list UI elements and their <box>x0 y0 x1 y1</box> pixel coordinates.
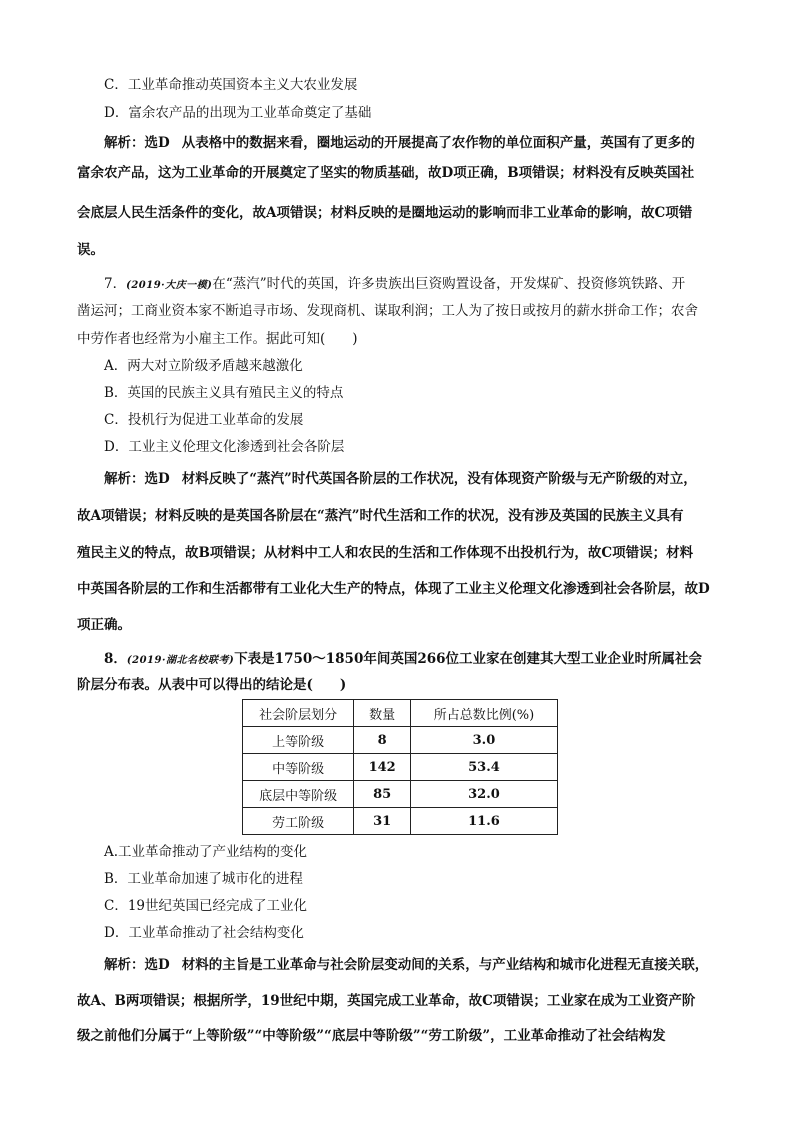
table-row <box>243 781 558 808</box>
q6-analysis-label: 解析：选D <box>104 135 170 151</box>
q8-stem-line-2: 阶层分布表。从表中可以得出的结论是( ) <box>77 677 347 693</box>
table-header-row <box>243 700 558 727</box>
q6-option-c: C．工业革命推动英国资本主义大农业发展 <box>104 77 358 93</box>
q6-analysis-line-2: 富余农产品，这为工业革命的开展奠定了坚实的物质基础，故D项正确，B项错误；材料没有反映英国社 <box>77 165 695 181</box>
table-row <box>243 754 558 781</box>
q7-option-b: B．英国的民族主义具有殖民主义的特点 <box>104 385 344 401</box>
table-cell: 53.4 <box>410 754 557 781</box>
q8-analysis-line-1: 解析：选D 材料的主旨是工业革命与社会阶层变动间的关系，与产业结构和城市化进程无直接关联， <box>104 957 709 973</box>
q8-option-d: D．工业革命推动了社会结构变化 <box>104 925 304 941</box>
q6-option-d: D．富余农产品的出现为工业革命奠定了基础 <box>104 105 372 121</box>
table-cell: 142 <box>354 754 411 781</box>
q7-number: 7． <box>104 276 127 292</box>
q8-source: (2019·湖北名校联考) <box>126 655 235 666</box>
table-cell: 上等阶级 <box>243 727 354 754</box>
q6-analysis-line-4: 误。 <box>77 242 104 258</box>
q7-analysis-line-2: 故A项错误；材料反映的是英国各阶层在“蒸汽”时代生活和工作的状况，没有涉及英国的民族主义具有 <box>77 508 684 524</box>
q7-analysis-line-5: 项正确。 <box>77 617 131 633</box>
q7-stem-line-1: 7．(2019·大庆一模)在“蒸汽”时代的英国，许多贵族出巨资购置设备，开发煤矿、投资修筑铁路、开 <box>104 276 686 292</box>
table-cell: 3.0 <box>410 727 557 754</box>
q7-analysis-line-4: 中英国各阶层的工作和生活都带有工业化大生产的特点，体现了工业主义伦理文化渗透到社会各阶层，故D <box>77 581 710 597</box>
q8-analysis-label: 解析：选D <box>104 957 170 973</box>
table-cell: 32.0 <box>410 781 557 808</box>
q6-analysis-line-1: 解析：选D 从表格中的数据来看，圈地运动的开展提高了农作物的单位面积产量，英国有了更多的 <box>104 135 695 151</box>
table-cell: 劳工阶级 <box>243 808 354 835</box>
q7-analysis-line-3: 殖民主义的特点，故B项错误；从材料中工人和农民的生活和工作体现不出投机行为，故C项错误；材料 <box>77 545 694 561</box>
table-row <box>243 808 558 835</box>
table-header: 社会阶层划分 <box>243 700 354 727</box>
q8-stem-line-1: 8．(2019·湖北名校联考)下表是1750～1850年间英国266位工业家在创建其大型工业企业时所属社会 <box>104 651 703 667</box>
q8-option-c: C．19世纪英国已经完成了工业化 <box>104 898 308 914</box>
q7-stem-line-3: 中劳作者也经常为小雇主工作。据此可知( ) <box>77 331 358 347</box>
q7-source: (2019·大庆一模) <box>126 280 213 291</box>
q8-number: 8． <box>104 651 127 667</box>
q8-option-b: B．工业革命加速了城市化的进程 <box>104 871 303 887</box>
q8-analysis-line-3: 级之前他们分属于“上等阶级”“中等阶级”“底层中等阶级”“劳工阶级”，工业革命推动了社会结构发 <box>77 1028 666 1044</box>
table-cell: 31 <box>354 808 411 835</box>
table-cell: 11.6 <box>410 808 557 835</box>
class-distribution-table <box>242 699 558 835</box>
table-cell: 85 <box>354 781 411 808</box>
q7-analysis-line-1: 解析：选D 材料反映了“蒸汽”时代英国各阶层的工作状况，没有体现资产阶级与无产阶级的对立， <box>104 471 697 487</box>
q7-stem-line-2: 凿运河；工商业资本家不断追寻市场、发现商机、谋取利润；工人为了按日或按月的薪水拼命工作；农舍 <box>77 303 698 319</box>
q8-analysis-line-2: 故A、B两项错误；根据所学，19世纪中期，英国完成工业革命，故C项错误；工业家在成为工业资产阶 <box>77 993 696 1009</box>
table-header: 数量 <box>354 700 411 727</box>
q7-option-a: A．两大对立阶级矛盾越来越激化 <box>104 358 303 374</box>
table-row <box>243 727 558 754</box>
q7-option-c: C．投机行为促进工业革命的发展 <box>104 412 304 428</box>
q7-analysis-label: 解析：选D <box>104 471 170 487</box>
q6-analysis-line-3: 会底层人民生活条件的变化，故A项错误；材料反映的是圈地运动的影响而非工业革命的影响，故C项错 <box>77 205 693 221</box>
q7-option-d: D．工业主义伦理文化渗透到社会各阶层 <box>104 439 345 455</box>
table-cell: 中等阶级 <box>243 754 354 781</box>
table-cell: 8 <box>354 727 411 754</box>
table-cell: 底层中等阶级 <box>243 781 354 808</box>
q8-option-a: A.工业革命推动了产业结构的变化 <box>104 844 308 860</box>
table-header: 所占总数比例(%) <box>410 700 557 727</box>
